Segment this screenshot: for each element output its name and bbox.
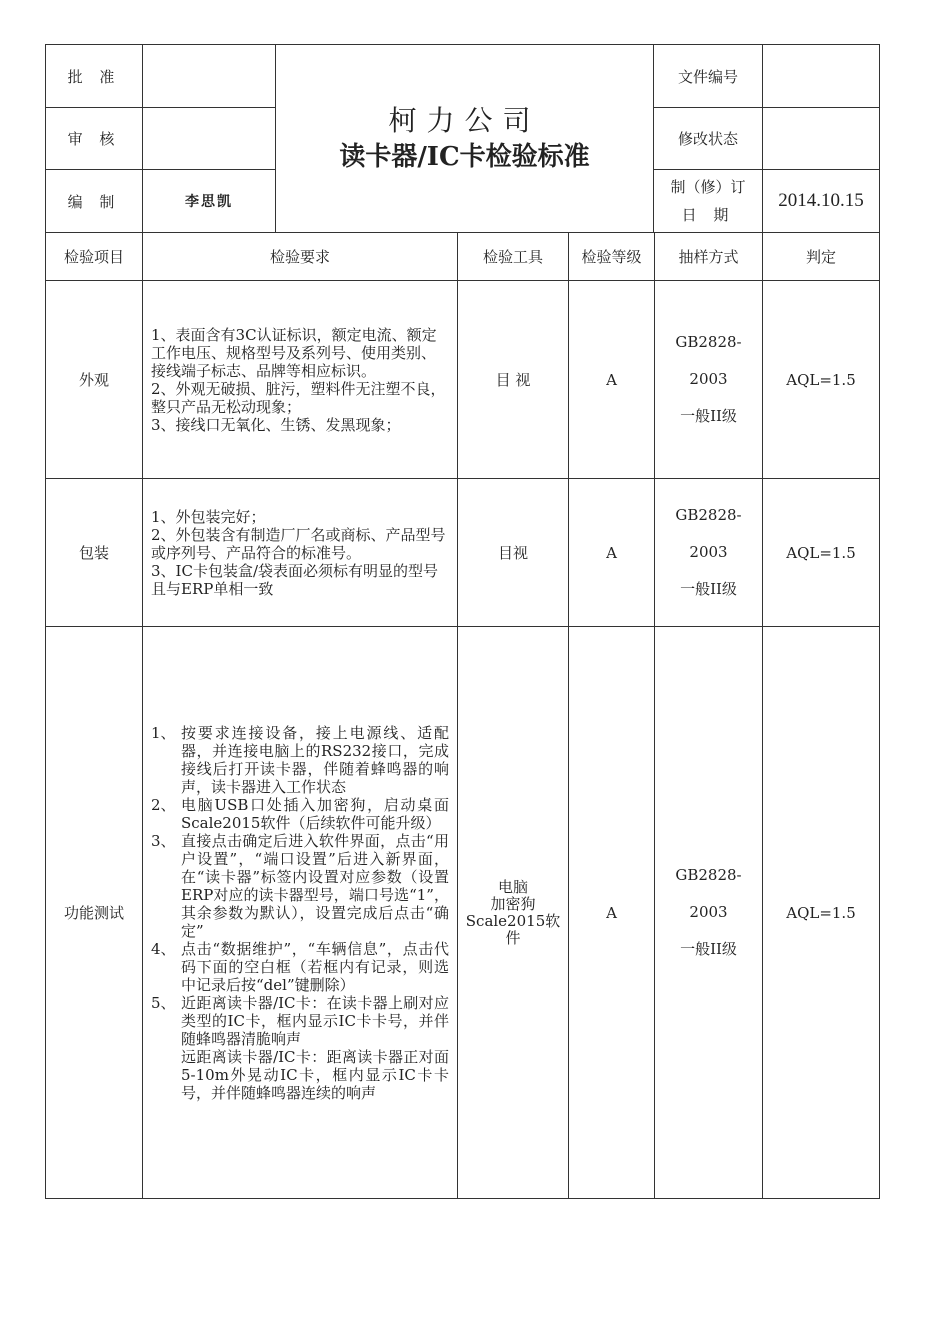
requirement-text: 直接点击确定后进入软件界面，点击“用户设置”，“端口设置”后进入新界面，在“读卡器”标签内设置对应参数（设置ERP对应的读卡器型号，端口号选“1”，其余参数为默认），设置完成后点击“确定” (181, 831, 449, 940)
row-tool (458, 627, 569, 1199)
row-judge: AQL=1.5 (763, 627, 880, 1199)
row-level: A (569, 281, 655, 479)
approve-value (143, 45, 276, 108)
sampling-line: 一般II级 (680, 940, 737, 958)
row-tool: 目视 (458, 479, 569, 627)
row-item: 包装 (46, 479, 143, 627)
document-title: 读卡器/IC卡检验标准 (339, 141, 590, 172)
requirement-number: 3、 (151, 831, 176, 850)
sampling-line: GB2828- (675, 506, 742, 524)
requirement-text: 近距离读卡器/IC卡：在读卡器上刷对应类型的IC卡，框内显示IC卡卡号，并伴随蜂鸣器清脆响声 (181, 993, 449, 1048)
compile-label: 编 制 (46, 170, 143, 233)
company-name: 柯力公司 (388, 103, 541, 137)
row-requirements (143, 479, 458, 627)
header-table (45, 44, 880, 233)
col-tool-header: 检验工具 (458, 233, 569, 281)
date-label-line-2: 日 期 (681, 206, 735, 224)
tool-line: 件 (505, 928, 521, 947)
title-block (276, 45, 654, 233)
tool-line: 电脑 (497, 877, 528, 896)
requirement-line: 1、外包装完好； (151, 507, 266, 526)
requirement-line (151, 832, 449, 940)
table-row (46, 479, 880, 627)
requirement-line (151, 796, 449, 832)
requirement-number (151, 1048, 181, 1102)
revision-label: 修改状态 (654, 108, 763, 170)
sampling-line: 一般II级 (680, 580, 737, 598)
requirement-line: 2、外包装含有制造厂厂名或商标、产品型号或序列号、产品符合的标准号。 (151, 525, 446, 562)
requirement-number: 2、 (151, 795, 176, 814)
file-no-label: 文件编号 (654, 45, 763, 108)
table-row (46, 281, 880, 479)
row-judge: AQL=1.5 (763, 479, 880, 627)
requirement-text: 电脑USB口处插入加密狗，启动桌面Scale2015软件（后续软件可能升级） (181, 795, 449, 832)
row-tool: 目 视 (458, 281, 569, 479)
row-level: A (569, 479, 655, 627)
requirement-line: 2、外观无破损、脏污，塑料件无注塑不良，整只产品无松动现象； (151, 379, 446, 416)
review-label: 审 核 (46, 108, 143, 170)
requirement-line: 3、IC卡包装盒/袋表面必须标有明显的型号且与ERP单相一致 (151, 561, 439, 598)
requirement-number: 5、 (151, 993, 176, 1012)
inspection-table (45, 232, 880, 1199)
approve-label: 批 准 (46, 45, 143, 108)
row-sampling (655, 281, 763, 479)
row-requirements (143, 281, 458, 479)
sampling-line: 2003 (689, 543, 728, 561)
table-row (46, 627, 880, 1199)
requirement-text: 点击“数据维护”，“车辆信息”，点击代码下面的空白框（若框内有记录，则选中记录后按“del”键删除） (181, 939, 449, 994)
revision-value (763, 108, 880, 170)
date-label-line-1: 制（修）订 (670, 178, 746, 196)
sampling-line: 2003 (689, 370, 728, 388)
row-requirements (143, 627, 458, 1199)
file-no-value (763, 45, 880, 108)
row-item: 外观 (46, 281, 143, 479)
col-requirement-header: 检验要求 (143, 233, 458, 281)
col-level-header: 检验等级 (569, 233, 655, 281)
requirement-line (151, 994, 449, 1048)
requirement-text: 远距离读卡器/IC卡：距离读卡器正对面5-10m外晃动IC卡，框内显示IC卡卡号，并伴随蜂鸣器连续的响声 (181, 1047, 449, 1102)
col-judge-header: 判定 (763, 233, 880, 281)
row-sampling (655, 627, 763, 1199)
row-item: 功能测试 (46, 627, 143, 1199)
requirement-line: 1、表面含有3C认证标识，额定电流、额定工作电压、规格型号及系列号、使用类别、接线端子标志、品牌等相应标识。 (151, 325, 437, 380)
row-judge: AQL=1.5 (763, 281, 880, 479)
requirement-line (151, 724, 449, 796)
tool-line: Scale2015软 (465, 911, 561, 930)
date-label (654, 170, 763, 233)
sampling-line: GB2828- (675, 866, 742, 884)
requirement-line (151, 1048, 449, 1102)
requirement-number: 4、 (151, 939, 176, 958)
compiler-name: 李思凯 (143, 170, 276, 233)
review-value (143, 108, 276, 170)
col-sampling-header: 抽样方式 (655, 233, 763, 281)
row-level: A (569, 627, 655, 1199)
row-sampling (655, 479, 763, 627)
sampling-line: GB2828- (675, 333, 742, 351)
column-header-row (46, 233, 880, 281)
sampling-line: 一般II级 (680, 407, 737, 425)
tool-line: 加密狗 (490, 894, 536, 913)
col-item-header: 检验项目 (46, 233, 143, 281)
date-value: 2014.10.15 (763, 170, 880, 233)
requirement-line (151, 940, 449, 994)
requirement-line: 3、接线口无氧化、生锈、发黑现象； (151, 415, 401, 434)
requirement-text: 按要求连接设备，接上电源线、适配器，并连接电脑上的RS232接口，完成接线后打开读卡器，伴随着蜂鸣器的响声，读卡器进入工作状态 (181, 723, 449, 796)
requirement-number: 1、 (151, 723, 176, 742)
sampling-line: 2003 (689, 903, 728, 921)
